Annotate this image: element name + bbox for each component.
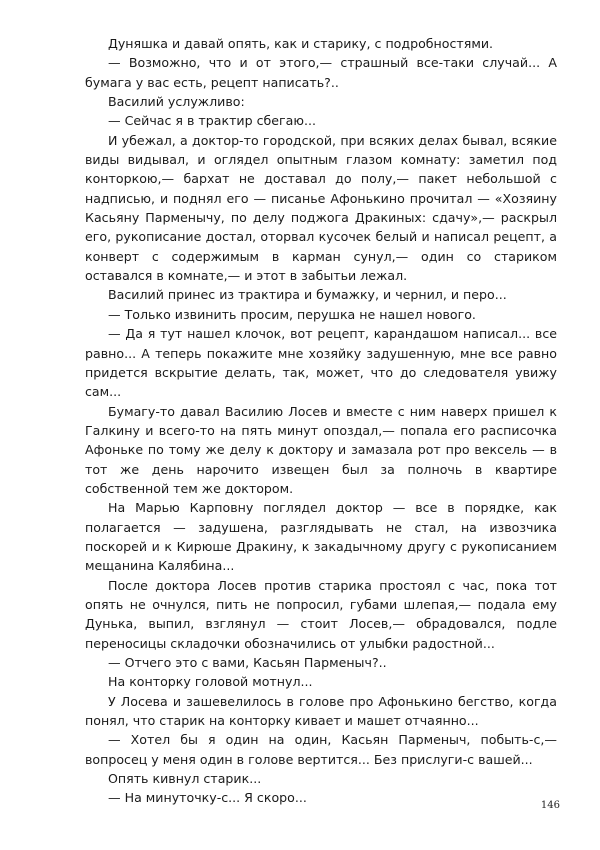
paragraph: Василий услужливо: <box>108 94 245 110</box>
paragraph: — Отчего это с вами, Касьян Парменыч?.. <box>108 655 387 670</box>
paragraph: — Возможно, что и от этого,— страшный все-таки случай... А бумага у вас есть, рецепт написать?.. <box>85 55 557 90</box>
body-text <box>85 34 557 808</box>
paragraph: И убежал, а доктор-то городской, при всяких делах бывал, всякие виды видывал, и оглядел опытным глазом комнату: заметил под конторкою,— бархат не доставал до полу,— пакет небольшой с надписью, и поднял его — писанье Афонькино прочитал — «Хозяину Касьяну Парменычу, по делу поджога Дракиных: сдачу»,— раскрыл его, рукописание достал, оторвал кусочек белый и написал рецепт, а конверт с содержимым в карман сунул,— один со стариком оставался в комнате,— и этот в забытьи лежал. <box>85 132 557 284</box>
page-number: 146 <box>540 800 560 811</box>
paragraph: После доктора Лосев против старика простоял с час, пока тот опять не очнулся, пить не попросил, губами шлепая,— подала ему Дунька, выпил, взглянул — стоит Лосев,— обрадовался, подле переносицы складочки обозначились от улыбки радостной... <box>85 577 557 651</box>
paragraph: На Марью Карповну поглядел доктор — все в порядке, как полагается — задушена, разглядывать не стал, на извозчика поскорей и к Кирюше Дракину, к закадычному другу с рукописанием мещанина Калябина... <box>85 500 557 574</box>
paragraph: — Только извинить просим, перушка не нашел нового. <box>108 306 476 322</box>
paragraph: Опять кивнул старик... <box>108 771 262 787</box>
paragraph: — На минуточку-с... Я скоро... <box>108 790 307 806</box>
paragraph: На конторку головой мотнул... <box>108 674 313 690</box>
paragraph: Дуняшка и давай опять, как и старику, с подробностями. <box>108 36 494 51</box>
paragraph: — Сейчас я в трактир сбегаю... <box>108 113 316 129</box>
paragraph: У Лосева и зашевелилось в голове про Афонькино бегство, когда понял, что старик на конторку кивает и машет отчаянно... <box>85 693 557 729</box>
paragraph: Василий принес из трактира и бумажку, и чернил, и перо... <box>108 287 507 303</box>
paragraph: — Хотел бы я один на один, Касьян Парменыч, побыть-с,— вопросец у меня один в голове вертится... Без прислуги-с вашей... <box>85 732 557 767</box>
paragraph: Бумагу-то давал Василию Лосев и вместе с ним наверх пришел к Галкину и всего-то на пять минут опоздал,— попала его расписочка Афоньке по тому же делу к доктору и замазала рот про вексель — в тот же день нарочито извещен был за полночь в квартире собственной тем же доктором. <box>85 403 557 496</box>
paragraph: — Да я тут нашел клочок, вот рецепт, карандашом написал... все равно... А теперь покажите мне хозяйку задушенную, мне все равно придется вскрытие делать, так, может, что до следователя увижу сам... <box>85 326 557 400</box>
